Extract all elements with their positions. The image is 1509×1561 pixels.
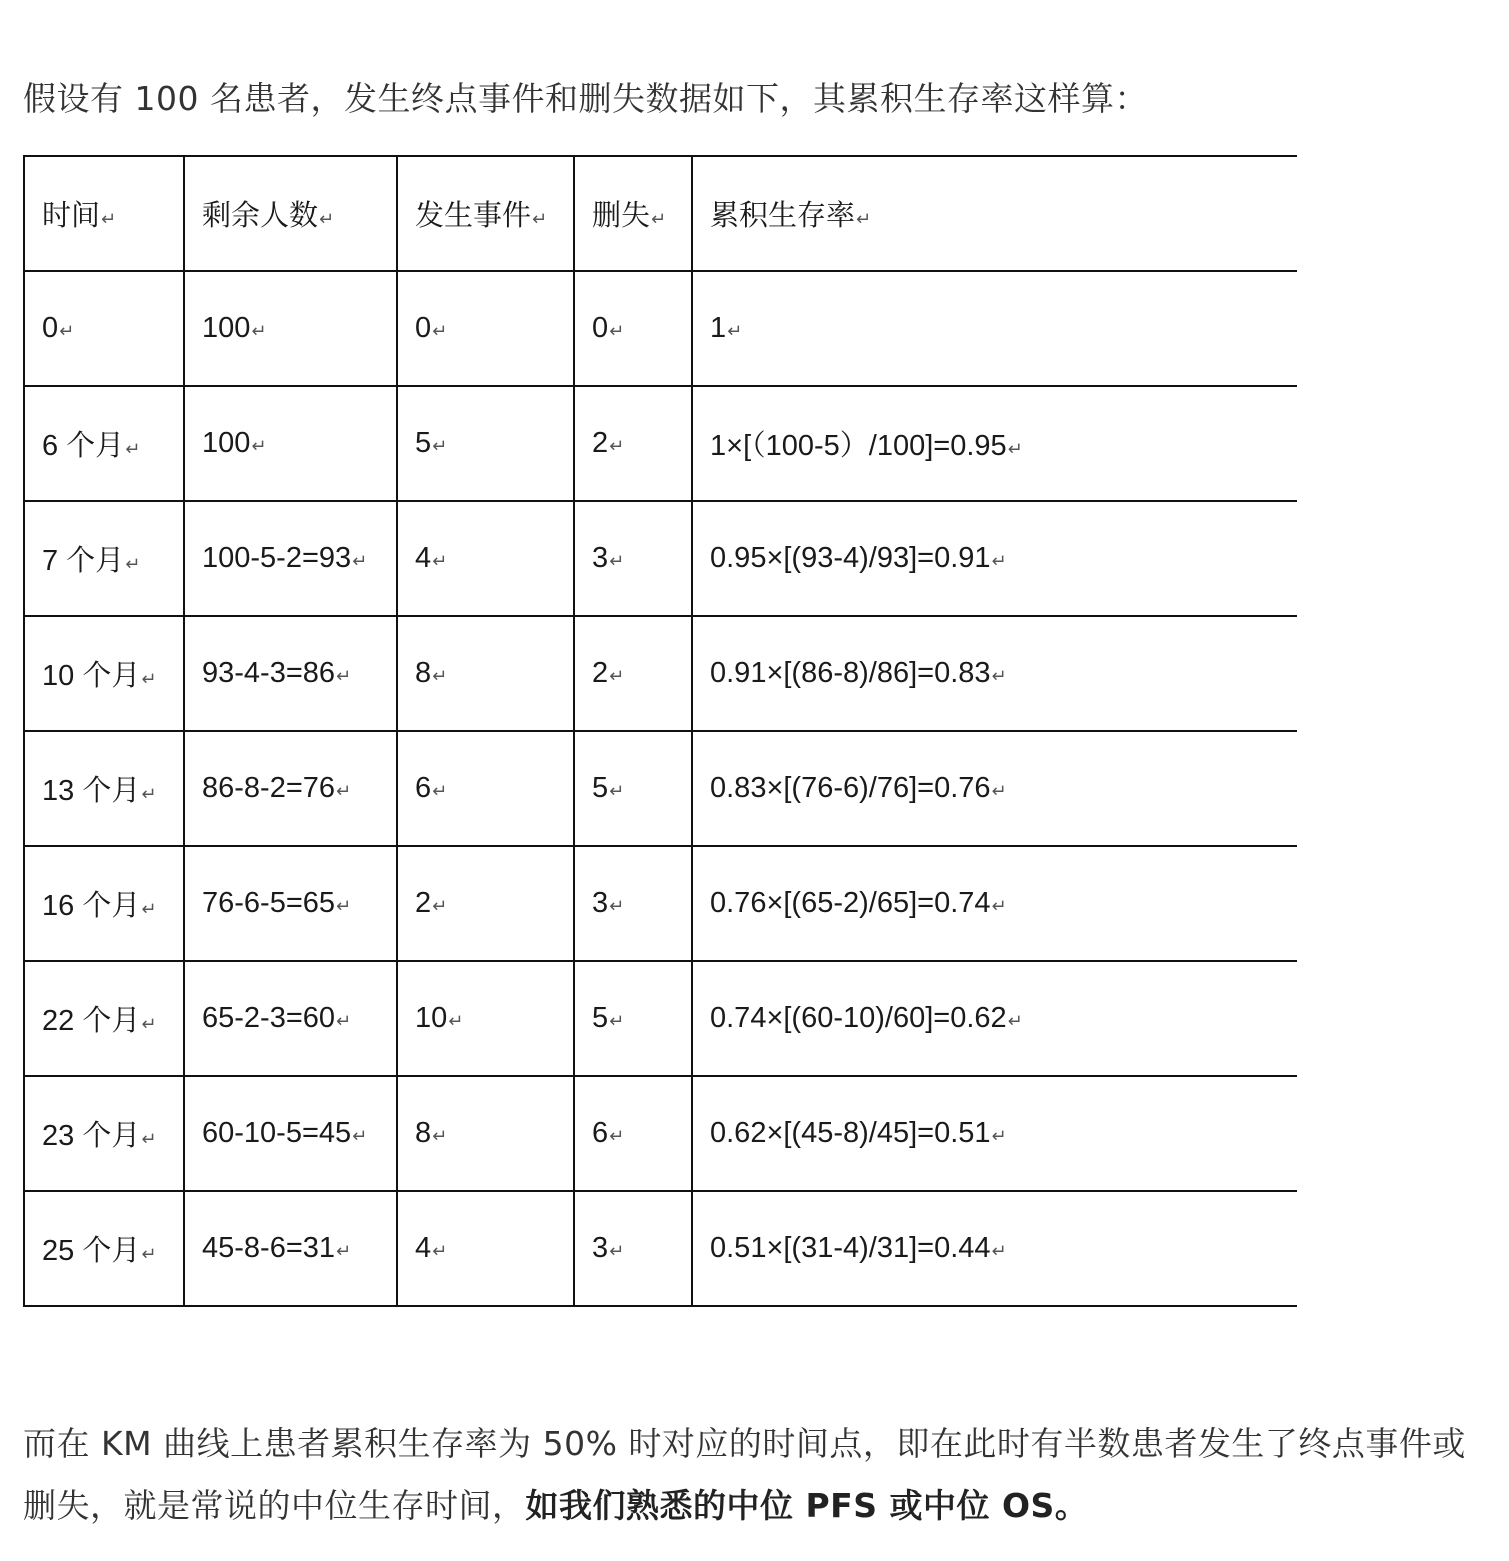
table-row xyxy=(24,616,1297,731)
paragraph-mark-icon: ↵ xyxy=(141,784,157,804)
cell-text: 累积生存率 xyxy=(710,200,856,232)
conclusion-paragraph xyxy=(23,1413,1493,1537)
cell-text: 3 xyxy=(592,1232,609,1264)
cell-events xyxy=(397,961,574,1076)
cell-cumulative-survival xyxy=(692,1191,1297,1306)
paragraph-mark-icon: ↵ xyxy=(251,436,267,456)
cell-text: 76-6-5=65 xyxy=(202,887,336,919)
header-cell-time xyxy=(24,156,184,271)
cell-censored xyxy=(574,386,692,501)
cell-events xyxy=(397,271,574,386)
cell-cumulative-survival xyxy=(692,616,1297,731)
cell-remaining xyxy=(184,846,397,961)
paragraph-mark-icon: ↵ xyxy=(651,209,667,229)
cell-text: 0 xyxy=(42,312,59,344)
table-row xyxy=(24,731,1297,846)
table-header-row xyxy=(24,156,1297,271)
paragraph-mark-icon: ↵ xyxy=(609,1241,625,1261)
cell-text: 6 xyxy=(592,1117,609,1149)
survival-table xyxy=(23,155,1297,1307)
paragraph-mark-icon: ↵ xyxy=(609,321,625,341)
table-row xyxy=(24,501,1297,616)
table-row xyxy=(24,386,1297,501)
paragraph-mark-icon: ↵ xyxy=(991,1241,1007,1261)
paragraph-mark-icon: ↵ xyxy=(991,781,1007,801)
cell-text: 16 个月 xyxy=(42,890,141,922)
cell-time xyxy=(24,961,184,1076)
cell-cumulative-survival xyxy=(692,961,1297,1076)
paragraph-mark-icon: ↵ xyxy=(141,899,157,919)
cell-censored xyxy=(574,616,692,731)
cell-events xyxy=(397,1076,574,1191)
cell-text: 3 xyxy=(592,887,609,919)
paragraph-mark-icon: ↵ xyxy=(432,551,448,571)
cell-text: 100-5-2=93 xyxy=(202,542,352,574)
paragraph-mark-icon: ↵ xyxy=(991,1126,1007,1146)
paragraph-mark-icon: ↵ xyxy=(141,669,157,689)
cell-text: 10 xyxy=(415,1002,448,1034)
header-cell-remaining xyxy=(184,156,397,271)
paragraph-mark-icon: ↵ xyxy=(991,666,1007,686)
cell-text: 0.95×[(93-4)/93]=0.91 xyxy=(710,542,991,574)
cell-text: 100 xyxy=(202,427,251,459)
cell-text: 1×[（100-5）/100]=0.95 xyxy=(710,430,1007,462)
cell-events xyxy=(397,846,574,961)
paragraph-mark-icon: ↵ xyxy=(432,1241,448,1261)
cell-text: 45-8-6=31 xyxy=(202,1232,336,1264)
cell-remaining xyxy=(184,616,397,731)
cell-text: 0.91×[(86-8)/86]=0.83 xyxy=(710,657,991,689)
cell-events xyxy=(397,1191,574,1306)
cell-cumulative-survival xyxy=(692,501,1297,616)
cell-time xyxy=(24,271,184,386)
cell-time xyxy=(24,1191,184,1306)
cell-text: 0.51×[(31-4)/31]=0.44 xyxy=(710,1232,991,1264)
cell-text: 时间 xyxy=(42,200,101,232)
cell-text: 3 xyxy=(592,542,609,574)
cell-text: 7 个月 xyxy=(42,545,125,577)
cell-time xyxy=(24,846,184,961)
table-row xyxy=(24,846,1297,961)
paragraph-mark-icon: ↵ xyxy=(432,666,448,686)
paragraph-mark-icon: ↵ xyxy=(336,666,352,686)
paragraph-mark-icon: ↵ xyxy=(352,551,368,571)
cell-text: 0.74×[(60-10)/60]=0.62 xyxy=(710,1002,1007,1034)
cell-cumulative-survival xyxy=(692,271,1297,386)
table-row xyxy=(24,271,1297,386)
cell-text: 65-2-3=60 xyxy=(202,1002,336,1034)
cell-cumulative-survival xyxy=(692,846,1297,961)
cell-text: 6 xyxy=(415,772,432,804)
table-row xyxy=(24,1076,1297,1191)
cell-text: 4 xyxy=(415,542,432,574)
paragraph-mark-icon: ↵ xyxy=(609,896,625,916)
cell-censored xyxy=(574,1076,692,1191)
cell-text: 2 xyxy=(592,657,609,689)
header-cell-cumulative-survival xyxy=(692,156,1297,271)
table-row xyxy=(24,1191,1297,1306)
cell-censored xyxy=(574,1191,692,1306)
cell-remaining xyxy=(184,501,397,616)
conclusion-text: 而在 KM 曲线上患者累积生存率为 50% 时对应的时间点，即在此时有半数患者发生了终点事件或删失，就是常说的中位生存时间， xyxy=(23,1424,1466,1525)
conclusion-bold-text: 如我们熟悉的中位 PFS 或中位 OS。 xyxy=(525,1486,1089,1525)
cell-text: 0 xyxy=(415,312,432,344)
paragraph-mark-icon: ↵ xyxy=(352,1126,368,1146)
paragraph-mark-icon: ↵ xyxy=(609,1011,625,1031)
cell-text: 5 xyxy=(592,772,609,804)
paragraph-mark-icon: ↵ xyxy=(336,1011,352,1031)
paragraph-mark-icon: ↵ xyxy=(251,321,267,341)
cell-text: 0.76×[(65-2)/65]=0.74 xyxy=(710,887,991,919)
cell-events xyxy=(397,386,574,501)
paragraph-mark-icon: ↵ xyxy=(991,551,1007,571)
paragraph-mark-icon: ↵ xyxy=(609,666,625,686)
cell-text: 5 xyxy=(415,427,432,459)
cell-events xyxy=(397,731,574,846)
paragraph-mark-icon: ↵ xyxy=(432,436,448,456)
paragraph-mark-icon: ↵ xyxy=(101,209,117,229)
paragraph-mark-icon: ↵ xyxy=(432,896,448,916)
cell-censored xyxy=(574,501,692,616)
paragraph-mark-icon: ↵ xyxy=(59,321,75,341)
paragraph-mark-icon: ↵ xyxy=(141,1014,157,1034)
paragraph-mark-icon: ↵ xyxy=(609,781,625,801)
paragraph-mark-icon: ↵ xyxy=(532,209,548,229)
paragraph-mark-icon: ↵ xyxy=(609,1126,625,1146)
paragraph-mark-icon: ↵ xyxy=(432,321,448,341)
header-cell-events xyxy=(397,156,574,271)
cell-remaining xyxy=(184,1076,397,1191)
paragraph-mark-icon: ↵ xyxy=(141,1129,157,1149)
paragraph-mark-icon: ↵ xyxy=(336,896,352,916)
paragraph-mark-icon: ↵ xyxy=(336,781,352,801)
cell-remaining xyxy=(184,386,397,501)
cell-text: 0.83×[(76-6)/76]=0.76 xyxy=(710,772,991,804)
cell-cumulative-survival xyxy=(692,731,1297,846)
header-cell-censored xyxy=(574,156,692,271)
cell-text: 25 个月 xyxy=(42,1235,141,1267)
cell-text: 0.62×[(45-8)/45]=0.51 xyxy=(710,1117,991,1149)
cell-text: 1 xyxy=(710,312,727,344)
cell-text: 剩余人数 xyxy=(202,200,319,232)
paragraph-mark-icon: ↵ xyxy=(125,554,141,574)
cell-text: 60-10-5=45 xyxy=(202,1117,352,1149)
paragraph-mark-icon: ↵ xyxy=(432,1126,448,1146)
cell-time xyxy=(24,616,184,731)
cell-text: 86-8-2=76 xyxy=(202,772,336,804)
cell-text: 22 个月 xyxy=(42,1005,141,1037)
cell-remaining xyxy=(184,271,397,386)
cell-cumulative-survival xyxy=(692,386,1297,501)
paragraph-mark-icon: ↵ xyxy=(1007,439,1023,459)
paragraph-mark-icon: ↵ xyxy=(336,1241,352,1261)
cell-censored xyxy=(574,271,692,386)
paragraph-mark-icon: ↵ xyxy=(141,1244,157,1264)
cell-text: 6 个月 xyxy=(42,430,125,462)
cell-text: 8 xyxy=(415,657,432,689)
cell-censored xyxy=(574,846,692,961)
cell-events xyxy=(397,501,574,616)
cell-time xyxy=(24,386,184,501)
cell-text: 0 xyxy=(592,312,609,344)
cell-censored xyxy=(574,961,692,1076)
paragraph-mark-icon: ↵ xyxy=(432,781,448,801)
cell-time xyxy=(24,731,184,846)
cell-cumulative-survival xyxy=(692,1076,1297,1191)
table-row xyxy=(24,961,1297,1076)
cell-text: 13 个月 xyxy=(42,775,141,807)
cell-remaining xyxy=(184,961,397,1076)
cell-text: 2 xyxy=(592,427,609,459)
paragraph-mark-icon: ↵ xyxy=(727,321,743,341)
cell-text: 4 xyxy=(415,1232,432,1264)
cell-censored xyxy=(574,731,692,846)
paragraph-mark-icon: ↵ xyxy=(609,551,625,571)
paragraph-mark-icon: ↵ xyxy=(609,436,625,456)
cell-time xyxy=(24,501,184,616)
paragraph-mark-icon: ↵ xyxy=(1007,1011,1023,1031)
cell-remaining xyxy=(184,1191,397,1306)
intro-paragraph: 假设有 100 名患者，发生终点事件和删失数据如下，其累积生存率这样算： xyxy=(23,79,1148,118)
paragraph-mark-icon: ↵ xyxy=(319,209,335,229)
cell-text: 5 xyxy=(592,1002,609,1034)
cell-text: 93-4-3=86 xyxy=(202,657,336,689)
cell-text: 发生事件 xyxy=(415,200,532,232)
cell-text: 100 xyxy=(202,312,251,344)
cell-text: 8 xyxy=(415,1117,432,1149)
cell-text: 删失 xyxy=(592,200,651,232)
cell-remaining xyxy=(184,731,397,846)
cell-events xyxy=(397,616,574,731)
cell-text: 10 个月 xyxy=(42,660,141,692)
paragraph-mark-icon: ↵ xyxy=(856,209,872,229)
paragraph-mark-icon: ↵ xyxy=(448,1011,464,1031)
cell-time xyxy=(24,1076,184,1191)
survival-table-image xyxy=(23,155,1297,1323)
paragraph-mark-icon: ↵ xyxy=(991,896,1007,916)
paragraph-mark-icon: ↵ xyxy=(125,439,141,459)
cell-text: 2 xyxy=(415,887,432,919)
cell-text: 23 个月 xyxy=(42,1120,141,1152)
